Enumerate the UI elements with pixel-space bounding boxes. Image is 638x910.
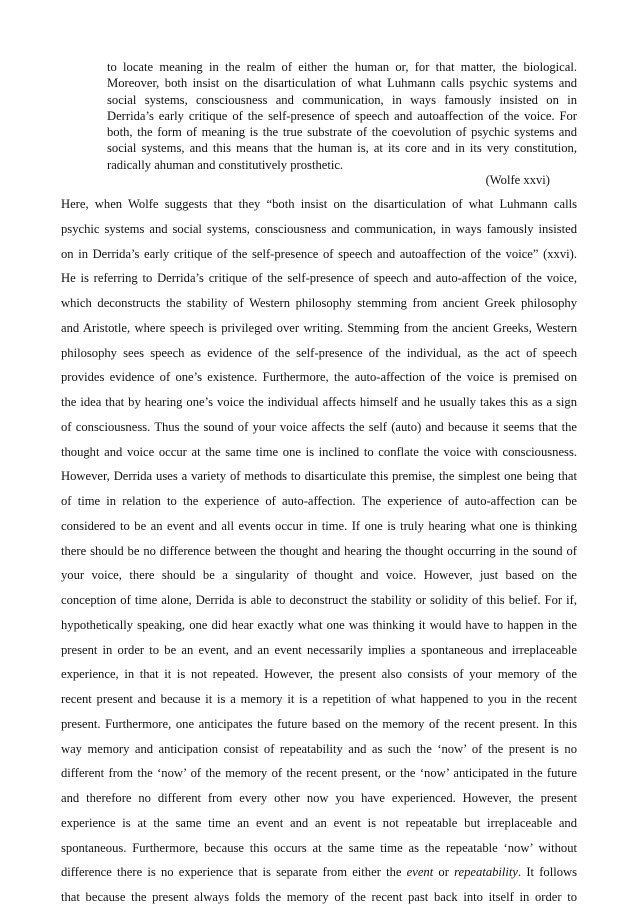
body-line: the idea that by hearing one’s voice the individual affects himself and he usually takes this as a sign	[61, 395, 577, 409]
body-line-text: . It follows	[518, 865, 578, 880]
body-line: experience, in that it is not repeated. However, the present also consists of your memory of the	[61, 667, 577, 682]
body-line: provides evidence of one’s existence. Furthermore, the auto-affection of the voice is premised on	[61, 370, 577, 385]
body-line: psychic systems and social systems, consciousness and communication, in ways famously insisted	[61, 221, 577, 236]
body-line: considered to be an event and all events occur in time. If one is truly hearing what one is thinking	[61, 518, 577, 533]
body-line: experience is at the same time an event and an event is not repeatable but irreplaceable and	[61, 815, 577, 830]
block-quote-line: Derrida’s early critique of the self-presence of speech and autoaffection of the voice. For	[107, 108, 577, 123]
body-line: conception of time alone, Derrida is able to deconstruct the stability or solidity of this belief. For if,	[61, 593, 577, 607]
body-line: your voice, there should be a singularity of thought and voice. However, just based on the	[61, 568, 577, 583]
body-line: recent present and because it is a memory it is a repetition of what happened to you in the recent	[61, 692, 577, 706]
body-line: different from the ‘now’ of the memory of the recent present, or the ‘now’ anticipated in the future	[61, 766, 577, 781]
body-line: However, Derrida uses a variety of methods to disarticulate this premise, the simplest one being that	[61, 469, 577, 484]
body-line: thought and voice occur at the same time one is inclined to conflate the voice with consciousness.	[61, 444, 577, 459]
quote-citation: (Wolfe xxvi)	[485, 173, 550, 187]
block-quote-line: radically ahuman and constitutively prosthetic.	[107, 157, 344, 172]
body-line: spontaneous. Furthermore, because this occurs at the same time as the repeatable ‘now’ without	[61, 840, 577, 855]
body-line: there should be no difference between the thought and hearing the thought occurring in the sound of	[61, 543, 577, 558]
body-line: on in Derrida’s early critique of the self-presence of speech and autoaffection of the voice” (xxvi).	[61, 246, 577, 261]
body-line: that because the present always folds the memory of the recent past back into itself in order to	[61, 890, 577, 904]
body-line-text: or	[433, 865, 455, 880]
body-line: present in order to be an event, and an event necessarily implies a spontaneous and irreplaceable	[61, 642, 577, 657]
body-line-with-emphasis	[61, 860, 577, 885]
body-line: of time in relation to the experience of auto-affection. The experience of auto-affection can be	[61, 494, 577, 508]
body-line: philosophy sees speech as evidence of the self-presence of the individual, as the act of speech	[61, 345, 577, 360]
body-line: and therefore no different from every other now you have experienced. However, the present	[61, 791, 577, 805]
body-line: of consciousness. Thus the sound of your voice affects the self (auto) and because it seems that the	[61, 419, 577, 434]
body-line-text: difference there is no experience that is separate from either the	[61, 865, 407, 880]
block-quote-line: to locate meaning in the realm of either the human or, for that matter, the biological.	[107, 60, 577, 74]
block-quote-line: Moreover, both insist on the disarticulation of what Luhmann calls psychic systems and	[107, 76, 577, 91]
body-line: Here, when Wolfe suggests that they “both insist on the disarticulation of what Luhmann calls	[61, 197, 577, 211]
body-line: which deconstructs the stability of Western philosophy stemming from ancient Greek philosophy	[61, 296, 577, 310]
body-line: way memory and anticipation consist of repeatability and as such the ‘now’ of the present is no	[61, 741, 577, 756]
block-quote-line: social systems, consciousness and communication, in ways famously insisted on in	[107, 92, 577, 107]
body-line: He is referring to Derrida’s critique of the self-presence of speech and auto-affection of the voice,	[61, 271, 577, 286]
emphasis-event: event	[406, 865, 434, 880]
block-quote-line: both, the form of meaning is the true substrate of the coevolution of psychic systems and	[107, 125, 577, 140]
body-line: and Aristotle, where speech is privileged over writing. Stemming from the ancient Greeks, Western	[61, 320, 577, 335]
body-paragraph	[61, 192, 577, 910]
emphasis-repeatability: repeatability	[454, 865, 518, 880]
body-line: present. Furthermore, one anticipates the future based on the memory of the recent present. In this	[61, 716, 577, 731]
body-line: hypothetically speaking, one did hear exactly what one was thinking it would have to happen in the	[61, 617, 577, 632]
block-quote	[107, 59, 577, 173]
block-quote-line: social systems, and this means that the human is, at its core and in its very constitution,	[107, 141, 577, 156]
